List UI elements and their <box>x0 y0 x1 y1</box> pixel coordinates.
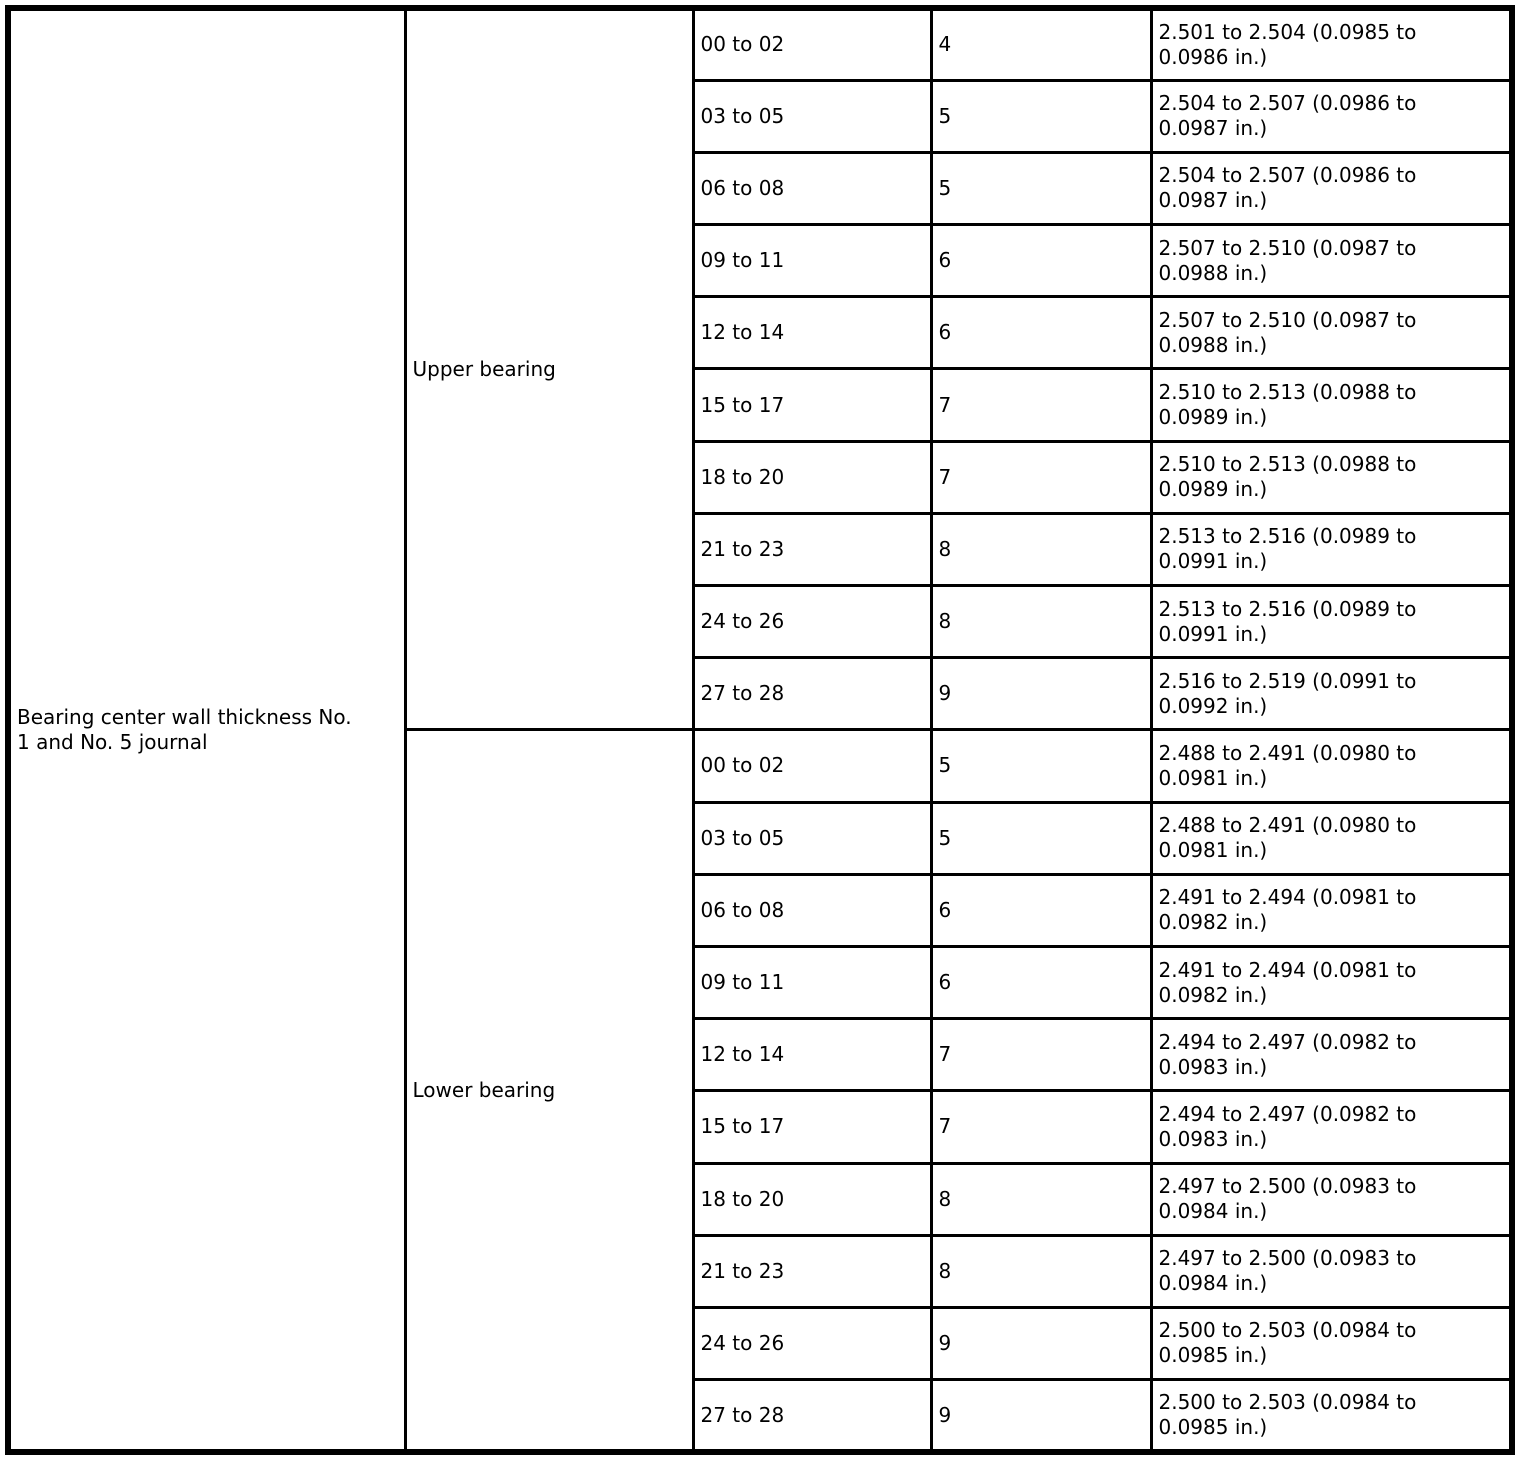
row-label: Bearing center wall thickness No. 1 and No. 5 journal <box>17 705 352 754</box>
grade-cell: 7 <box>931 441 1151 513</box>
thickness-cell <box>1151 586 1512 658</box>
grade-cell: 7 <box>931 1091 1151 1163</box>
table-row <box>8 8 1512 80</box>
grade-cell: 6 <box>931 874 1151 946</box>
thickness-cell <box>1151 1380 1512 1452</box>
thickness-cell <box>1151 441 1512 513</box>
grade-cell: 8 <box>931 1163 1151 1235</box>
thickness-value: 2.504 to 2.507 (0.0986 to 0.0987 in.) <box>1158 91 1417 141</box>
size-range-cell: 12 to 14 <box>693 297 931 369</box>
size-range-cell: 15 to 17 <box>693 369 931 441</box>
thickness-cell <box>1151 152 1512 224</box>
size-range-cell: 21 to 23 <box>693 1235 931 1307</box>
size-range-cell: 09 to 11 <box>693 225 931 297</box>
thickness-cell <box>1151 1163 1512 1235</box>
grade-cell: 8 <box>931 586 1151 658</box>
thickness-cell <box>1151 225 1512 297</box>
thickness-value: 2.507 to 2.510 (0.0987 to 0.0988 in.) <box>1158 235 1417 285</box>
thickness-value: 2.507 to 2.510 (0.0987 to 0.0988 in.) <box>1158 307 1417 357</box>
size-range-cell: 00 to 02 <box>693 8 931 80</box>
thickness-cell <box>1151 658 1512 730</box>
thickness-value: 2.513 to 2.516 (0.0989 to 0.0991 in.) <box>1158 524 1417 574</box>
row-label-cell <box>8 8 405 1452</box>
grade-cell: 5 <box>931 802 1151 874</box>
size-range-cell: 15 to 17 <box>693 1091 931 1163</box>
thickness-value: 2.488 to 2.491 (0.0980 to 0.0981 in.) <box>1158 813 1417 863</box>
grade-cell: 6 <box>931 297 1151 369</box>
grade-cell: 9 <box>931 1380 1151 1452</box>
size-range-cell: 24 to 26 <box>693 586 931 658</box>
thickness-cell <box>1151 513 1512 585</box>
thickness-value: 2.500 to 2.503 (0.0984 to 0.0985 in.) <box>1158 1390 1417 1440</box>
thickness-value: 2.516 to 2.519 (0.0991 to 0.0992 in.) <box>1158 668 1417 718</box>
bearing-wall-thickness-table <box>5 5 1515 1455</box>
grade-cell: 5 <box>931 80 1151 152</box>
size-range-cell: 21 to 23 <box>693 513 931 585</box>
thickness-value: 2.494 to 2.497 (0.0982 to 0.0983 in.) <box>1158 1029 1417 1079</box>
thickness-cell <box>1151 1307 1512 1379</box>
grade-cell: 7 <box>931 1019 1151 1091</box>
thickness-value: 2.501 to 2.504 (0.0985 to 0.0986 in.) <box>1158 19 1417 69</box>
thickness-cell <box>1151 1091 1512 1163</box>
thickness-value: 2.497 to 2.500 (0.0983 to 0.0984 in.) <box>1158 1174 1417 1224</box>
thickness-cell <box>1151 1019 1512 1091</box>
size-range-cell: 06 to 08 <box>693 152 931 224</box>
grade-cell: 9 <box>931 1307 1151 1379</box>
size-range-cell: 27 to 28 <box>693 1380 931 1452</box>
thickness-cell <box>1151 874 1512 946</box>
grade-cell: 7 <box>931 369 1151 441</box>
thickness-value: 2.510 to 2.513 (0.0988 to 0.0989 in.) <box>1158 452 1417 502</box>
thickness-cell <box>1151 80 1512 152</box>
upper-bearing-cell: Upper bearing <box>405 8 693 730</box>
size-range-cell: 18 to 20 <box>693 441 931 513</box>
thickness-cell <box>1151 8 1512 80</box>
size-range-cell: 18 to 20 <box>693 1163 931 1235</box>
grade-cell: 8 <box>931 1235 1151 1307</box>
size-range-cell: 27 to 28 <box>693 658 931 730</box>
thickness-cell <box>1151 369 1512 441</box>
size-range-cell: 03 to 05 <box>693 80 931 152</box>
size-range-cell: 00 to 02 <box>693 730 931 802</box>
thickness-value: 2.491 to 2.494 (0.0981 to 0.0982 in.) <box>1158 885 1417 935</box>
size-range-cell: 12 to 14 <box>693 1019 931 1091</box>
thickness-value: 2.510 to 2.513 (0.0988 to 0.0989 in.) <box>1158 380 1417 430</box>
thickness-value: 2.497 to 2.500 (0.0983 to 0.0984 in.) <box>1158 1246 1417 1296</box>
grade-cell: 6 <box>931 946 1151 1018</box>
size-range-cell: 03 to 05 <box>693 802 931 874</box>
grade-cell: 6 <box>931 225 1151 297</box>
thickness-value: 2.513 to 2.516 (0.0989 to 0.0991 in.) <box>1158 596 1417 646</box>
grade-cell: 9 <box>931 658 1151 730</box>
thickness-value: 2.491 to 2.494 (0.0981 to 0.0982 in.) <box>1158 957 1417 1007</box>
grade-cell: 5 <box>931 730 1151 802</box>
grade-cell: 5 <box>931 152 1151 224</box>
thickness-cell <box>1151 802 1512 874</box>
size-range-cell: 06 to 08 <box>693 874 931 946</box>
thickness-cell <box>1151 1235 1512 1307</box>
grade-cell: 8 <box>931 513 1151 585</box>
thickness-cell <box>1151 730 1512 802</box>
thickness-value: 2.494 to 2.497 (0.0982 to 0.0983 in.) <box>1158 1101 1417 1151</box>
thickness-value: 2.504 to 2.507 (0.0986 to 0.0987 in.) <box>1158 163 1417 213</box>
thickness-cell <box>1151 946 1512 1018</box>
size-range-cell: 09 to 11 <box>693 946 931 1018</box>
thickness-value: 2.500 to 2.503 (0.0984 to 0.0985 in.) <box>1158 1318 1417 1368</box>
grade-cell: 4 <box>931 8 1151 80</box>
thickness-cell <box>1151 297 1512 369</box>
lower-bearing-cell: Lower bearing <box>405 730 693 1452</box>
thickness-value: 2.488 to 2.491 (0.0980 to 0.0981 in.) <box>1158 740 1417 790</box>
size-range-cell: 24 to 26 <box>693 1307 931 1379</box>
